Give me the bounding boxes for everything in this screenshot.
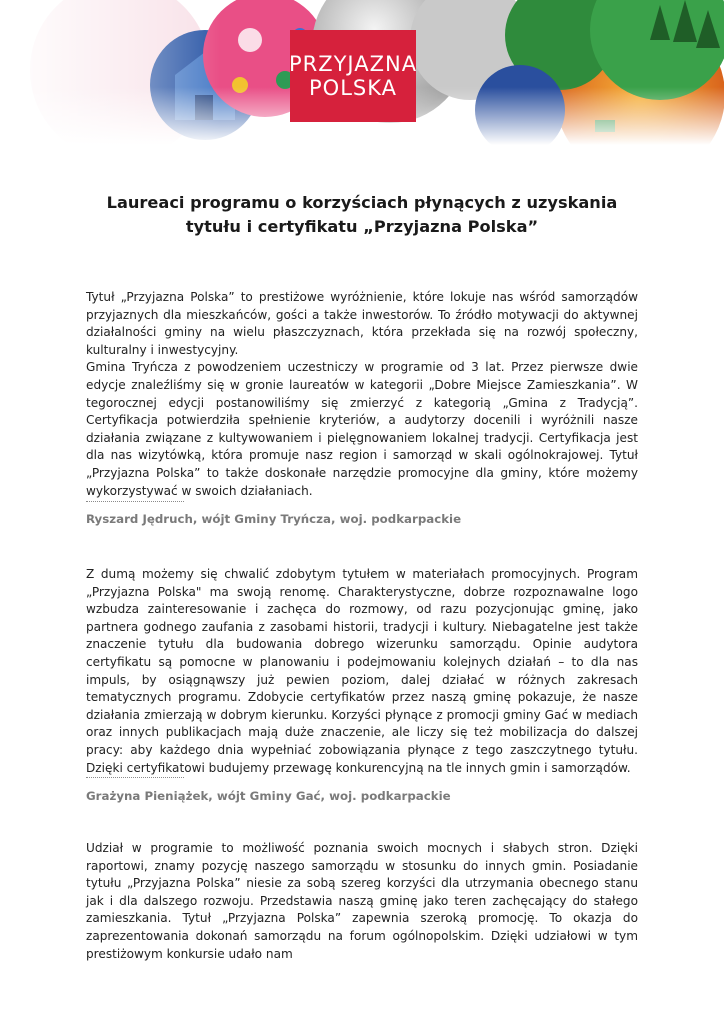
testimonial-1-signature: Ryszard Jędruch, wójt Gminy Tryńcza, woj. podkarpackie <box>86 512 462 526</box>
testimonial-2-body <box>86 566 638 777</box>
paragraph: Udział w programie to możliwość poznania swoich mocnych i słabych stron. Dzięki raportowi, znamy pozycję naszego samorządu w stosunku do innych gmin. Posiadanie tytułu „Przyjazna Polska” niesie za sobą szereg korzyści dla utrzymania obecnego stanu jak i dla dalszego rozwoju. Przedstawia naszą gminę jako teren zachęcający do stałego zamieszkania. Tytuł „Przyjazna Polska” zapewnia szeroką promocję. To okazja do zaprezentowania dokonań samorządu na forum ogólnopolskim. Dzięki udziałowi w tym prestiżowym konkursie udało nam <box>86 841 638 961</box>
header-banner <box>0 0 724 145</box>
paragraph: Tytuł „Przyjazna Polska” to prestiżowe wyróżnienie, które lokuje nas wśród samorządów przyjaznych dla mieszkańców, gości a także inwestorów. To źródło motywacji do aktywnej działalności gminy na wielu płaszczyznach, która przekłada się na rozwój społeczny, kulturalny i inwestycyjny. <box>86 290 638 357</box>
logo-line-1: PRZYJAZNA <box>288 52 418 76</box>
logo-line-2: POLSKA <box>309 76 397 100</box>
title-line-1: Laureaci programu o korzyściach płynących z uzyskania <box>106 193 618 212</box>
testimonial-2-signature: Grażyna Pieniążek, wójt Gminy Gać, woj. podkarpackie <box>86 789 451 803</box>
paragraph: Gmina Tryńcza z powodzeniem uczestniczy w programie od 3 lat. Przez pierwsze dwie edycje znaleźliśmy się w gronie laureatów w kategorii „Dobre Miejsce Zamieszkania”. W tegorocznej edycji postanowiliśmy się zmierzyć z kategorią „Gmina z Tradycją”. Certyfikacja potwierdziła spełnienie kryteriów, a audytorzy docenili i wyróżnili nasze działania związane z kultywowaniem i pielęgnowaniem lokalnej tradycji. Certyfikacja jest dla nas wizytówką, która promuje nasz region i samorząd w skali ogólnokrajowej. Tytuł „Przyjazna Polska” to także doskonałe narzędzie promocyjne dla gminy, które możemy wykorzystywać w swoich działaniach. <box>86 360 638 498</box>
document-title <box>40 191 684 239</box>
title-line-2: tytułu i certyfikatu „Przyjazna Polska” <box>185 217 539 236</box>
testimonial-1-body <box>86 289 638 500</box>
paragraph: Z dumą możemy się chwalić zdobytym tytułem w materiałach promocyjnych. Program „Przyjazna Polska" ma swoją renomę. Charakterystyczne, dobrze rozpoznawalne logo wzbudza zainteresowanie i zachęca do rozmowy, od razu pozycjonując gminę, jako partnera godnego zaufania z zasobami historii, tradycji i kultury. Niebagatelne jest także znaczenie tytułu dla budowania dobrego wizerunku samorządu. Opinie audytora certyfikatu są pomocne w planowaniu i podejmowaniu kolejnych działań – to dla nas impuls, by osiągnąwszy już pewien poziom, dalej działać w różnych zakresach tematycznych programu. Zdobycie certyfikatów przez naszą gminę pokazuje, że nasze działania zmierzają w dobrym kierunku. Korzyści płynące z promocji gminy Gać w mediach oraz innych publikacjach mają duże znaczenie, ale liczy się też mobilizacja do dalszej pracy: aby każdego dnia wypełniać zobowiązania płynące z tego zaszczytnego tytułu. Dzięki certyfikatowi budujemy przewagę konkurencyjną na tle innych gmin i samorządów. <box>86 567 638 775</box>
signature-divider <box>86 501 184 502</box>
przyjazna-polska-logo <box>290 30 416 122</box>
signature-divider <box>86 777 184 778</box>
testimonial-3-body <box>86 840 638 963</box>
